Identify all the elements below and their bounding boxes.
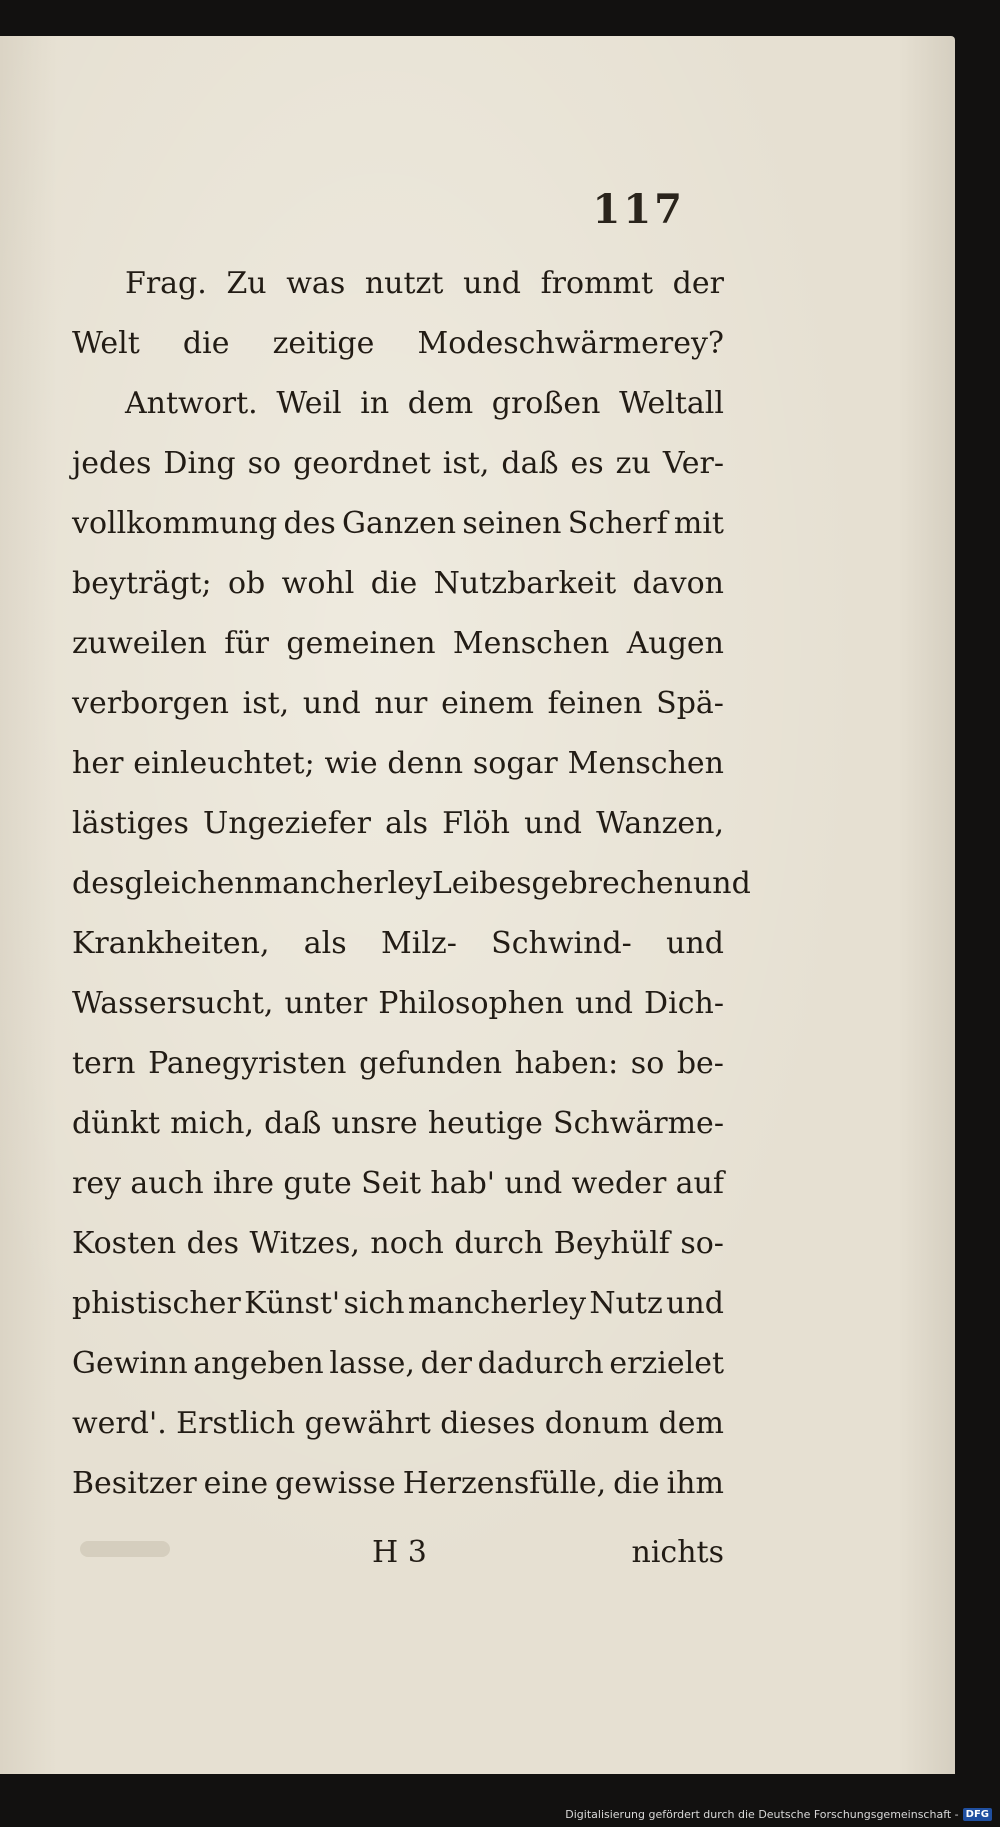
word: dadurch bbox=[477, 1346, 604, 1381]
text-line bbox=[72, 1454, 724, 1514]
word: angeben bbox=[193, 1346, 324, 1381]
word: gute bbox=[283, 1166, 352, 1201]
word: ihre bbox=[213, 1166, 275, 1201]
word: Schwärme- bbox=[553, 1106, 724, 1141]
word: unter bbox=[284, 986, 368, 1021]
word: Welt bbox=[72, 326, 140, 361]
word: Ding bbox=[163, 446, 236, 481]
text-line bbox=[72, 494, 724, 554]
word: auf bbox=[675, 1166, 724, 1201]
word: vollkommung bbox=[72, 506, 278, 541]
word: Erstlich bbox=[176, 1406, 296, 1441]
word: phistischer bbox=[72, 1286, 241, 1321]
word: nur bbox=[374, 686, 428, 721]
word: frommt bbox=[540, 266, 654, 301]
word: Nutzbarkeit bbox=[433, 566, 617, 601]
word: die bbox=[613, 1466, 660, 1501]
word: durch bbox=[454, 1226, 544, 1261]
catchword: nichts bbox=[631, 1535, 724, 1570]
text-line bbox=[72, 374, 724, 434]
word: Wassersucht, bbox=[72, 986, 274, 1021]
word: tern bbox=[72, 1046, 136, 1081]
word: so bbox=[630, 1046, 665, 1081]
word: Wanzen, bbox=[596, 806, 724, 841]
word: Schwind- bbox=[491, 926, 632, 961]
dfg-logo: DFG bbox=[963, 1808, 992, 1821]
word: gewisse bbox=[275, 1466, 396, 1501]
word: nutzt bbox=[364, 266, 444, 301]
text-line bbox=[72, 1214, 724, 1274]
word: beyträgt; bbox=[72, 566, 212, 601]
text-line bbox=[72, 554, 724, 614]
text-line bbox=[72, 434, 724, 494]
word: desgleichen bbox=[72, 866, 254, 901]
word: Herzensfülle, bbox=[402, 1466, 607, 1501]
word: zuweilen bbox=[72, 626, 207, 661]
word: Weil bbox=[276, 386, 342, 421]
word: erzielet bbox=[609, 1346, 724, 1381]
word: dieses bbox=[440, 1406, 536, 1441]
word: eine bbox=[203, 1466, 269, 1501]
word: Ver- bbox=[662, 446, 724, 481]
word: einem bbox=[441, 686, 534, 721]
word: Künst' bbox=[244, 1286, 341, 1321]
word: donum bbox=[544, 1406, 650, 1441]
word: der bbox=[420, 1346, 472, 1381]
text-line bbox=[72, 854, 751, 914]
word: mich, bbox=[170, 1106, 254, 1141]
word: als bbox=[385, 806, 429, 841]
word: und bbox=[504, 1166, 563, 1201]
word: Krankheiten, bbox=[72, 926, 270, 961]
text-line bbox=[72, 1154, 724, 1214]
signature-mark: H 3 bbox=[372, 1535, 427, 1570]
word: jedes bbox=[72, 446, 152, 481]
word: Antwort. bbox=[125, 386, 258, 421]
text-line bbox=[72, 614, 724, 674]
word: be- bbox=[676, 1046, 724, 1081]
text-line bbox=[72, 254, 724, 314]
book-page bbox=[0, 36, 955, 1774]
word: ihm bbox=[666, 1466, 724, 1501]
word: heutige bbox=[427, 1106, 543, 1141]
word: geordnet bbox=[293, 446, 431, 481]
word: ist, bbox=[442, 446, 490, 481]
word: Zu bbox=[226, 266, 267, 301]
word: Gewinn bbox=[72, 1346, 188, 1381]
word: denn bbox=[387, 746, 464, 781]
word: Augen bbox=[626, 626, 724, 661]
word: daß bbox=[264, 1106, 322, 1141]
word: werd'. bbox=[72, 1406, 167, 1441]
text-line bbox=[72, 1334, 724, 1394]
body-text bbox=[72, 254, 751, 1514]
word: Witzes, bbox=[249, 1226, 360, 1261]
word: auch bbox=[130, 1166, 204, 1201]
word: rey bbox=[72, 1166, 122, 1201]
word: mancherley bbox=[407, 1286, 587, 1321]
word: lasse, bbox=[329, 1346, 415, 1381]
word: als bbox=[303, 926, 347, 961]
word: Nutz bbox=[589, 1286, 663, 1321]
word: und bbox=[692, 866, 751, 901]
word: her bbox=[72, 746, 124, 781]
text-line bbox=[72, 974, 724, 1034]
word: seinen bbox=[462, 506, 562, 541]
word: die bbox=[182, 326, 230, 361]
word: so- bbox=[680, 1226, 724, 1261]
word: Panegyristen bbox=[148, 1046, 347, 1081]
credit-text: Digitalisierung gefördert durch die Deutsche Forschungsgemeinschaft - bbox=[565, 1808, 959, 1821]
word: davon bbox=[632, 566, 724, 601]
word: sich bbox=[343, 1286, 405, 1321]
word: Seit bbox=[361, 1166, 422, 1201]
word: gewährt bbox=[304, 1406, 431, 1441]
word: der bbox=[672, 266, 724, 301]
word: verborgen bbox=[72, 686, 229, 721]
word: mancherley bbox=[253, 866, 432, 901]
word: ist, bbox=[242, 686, 290, 721]
word: Milz- bbox=[381, 926, 457, 961]
word: gefunden bbox=[359, 1046, 503, 1081]
word: dünkt bbox=[72, 1106, 161, 1141]
text-line bbox=[72, 1274, 724, 1334]
word: und bbox=[524, 806, 582, 841]
word: einleuchtet; bbox=[133, 746, 315, 781]
word: Philosophen bbox=[378, 986, 565, 1021]
word: und bbox=[302, 686, 361, 721]
word: weder bbox=[571, 1166, 667, 1201]
word: mit bbox=[673, 506, 724, 541]
word: was bbox=[286, 266, 346, 301]
word: zu bbox=[615, 446, 651, 481]
word: dem bbox=[658, 1406, 724, 1441]
text-line bbox=[72, 1094, 724, 1154]
word: die bbox=[370, 566, 418, 601]
word: Ganzen bbox=[342, 506, 457, 541]
word: Besitzer bbox=[72, 1466, 197, 1501]
word: Flöh bbox=[442, 806, 510, 841]
word: Dich- bbox=[644, 986, 724, 1021]
text-line bbox=[72, 794, 724, 854]
page-footer bbox=[72, 1523, 724, 1583]
word: des bbox=[186, 1226, 240, 1261]
text-line bbox=[72, 914, 724, 974]
text-line bbox=[72, 314, 724, 374]
word: Scherf bbox=[567, 506, 668, 541]
digitization-credit bbox=[565, 1808, 992, 1821]
word: und bbox=[666, 1286, 724, 1321]
word: Weltall bbox=[619, 386, 724, 421]
word: großen bbox=[491, 386, 601, 421]
word: daß bbox=[501, 446, 559, 481]
word: sogar bbox=[472, 746, 558, 781]
word: Beyhülf bbox=[553, 1226, 670, 1261]
word: des bbox=[283, 506, 336, 541]
word: in bbox=[360, 386, 390, 421]
word: wie bbox=[324, 746, 378, 781]
word: Ungeziefer bbox=[203, 806, 371, 841]
word: und bbox=[463, 266, 521, 301]
word: unsre bbox=[331, 1106, 418, 1141]
text-line bbox=[72, 674, 724, 734]
text-line bbox=[72, 1034, 724, 1094]
word: feinen bbox=[547, 686, 643, 721]
word: Menschen bbox=[452, 626, 610, 661]
page-number: 117 bbox=[592, 186, 685, 233]
word: lästiges bbox=[72, 806, 189, 841]
word: Kosten bbox=[72, 1226, 177, 1261]
word: ob bbox=[227, 566, 266, 601]
word: für bbox=[224, 626, 269, 661]
word: wohl bbox=[281, 566, 355, 601]
word: und bbox=[575, 986, 634, 1021]
text-line bbox=[72, 734, 724, 794]
word: haben: bbox=[514, 1046, 619, 1081]
word: so bbox=[247, 446, 282, 481]
word: Frag. bbox=[125, 266, 207, 301]
word: Leibesgebrechen bbox=[431, 866, 693, 901]
word: es bbox=[570, 446, 604, 481]
word: Menschen bbox=[567, 746, 724, 781]
word: gemeinen bbox=[286, 626, 436, 661]
word: noch bbox=[370, 1226, 444, 1261]
text-line bbox=[72, 1394, 724, 1454]
word: Modeschwärmerey? bbox=[417, 326, 724, 361]
word: hab' bbox=[430, 1166, 496, 1201]
word: zeitige bbox=[272, 326, 375, 361]
word: und bbox=[666, 926, 724, 961]
word: Spä- bbox=[656, 686, 724, 721]
word: dem bbox=[407, 386, 474, 421]
